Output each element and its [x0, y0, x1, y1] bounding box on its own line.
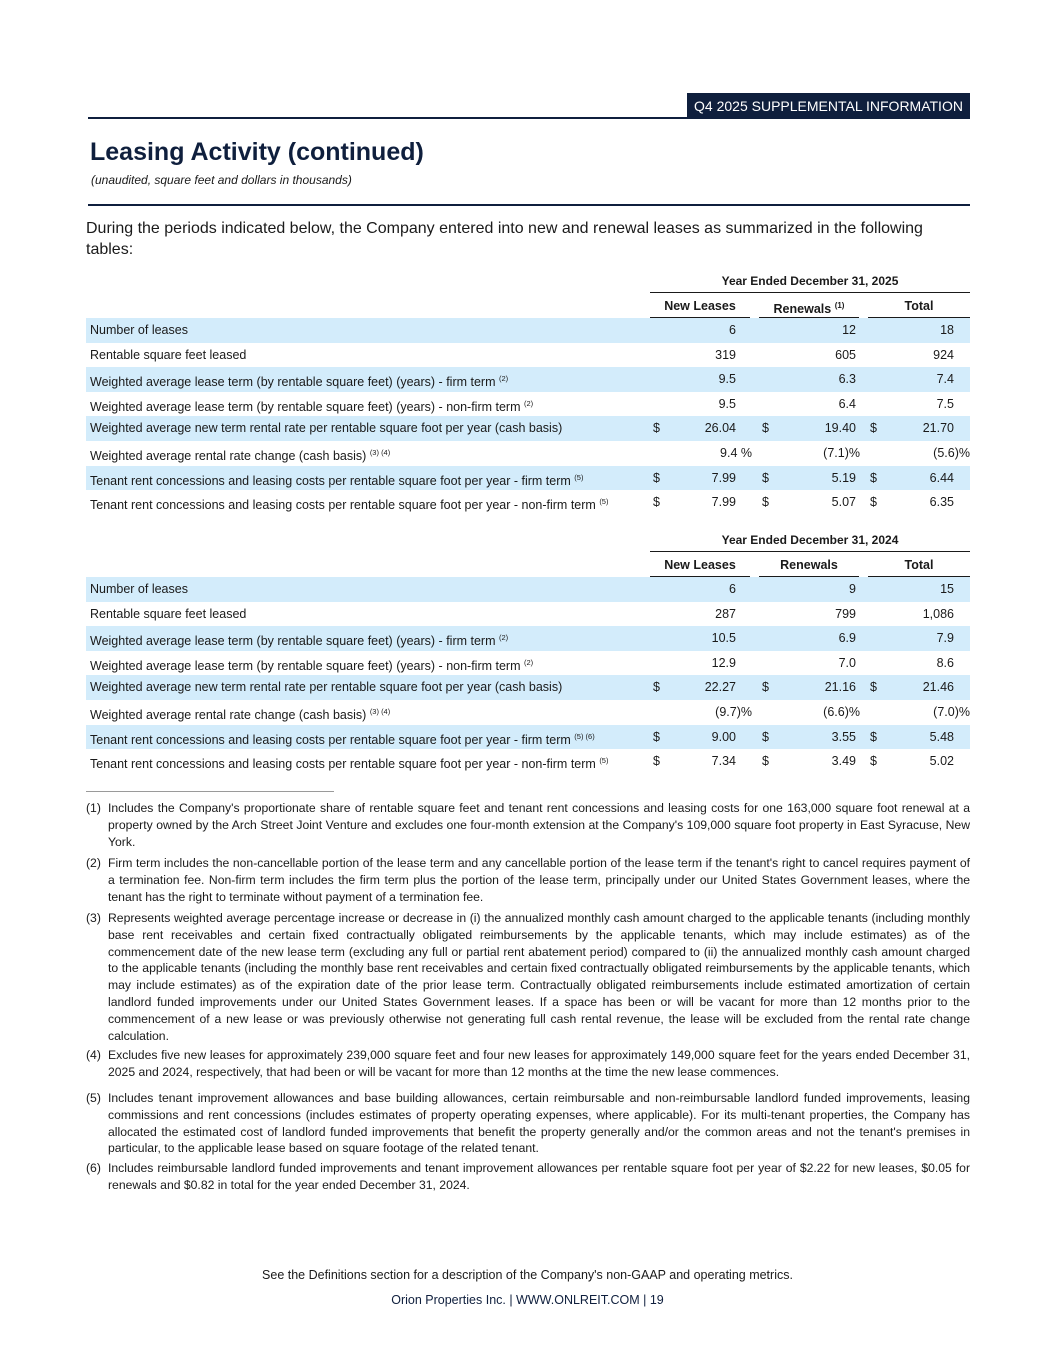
cell-value: 15	[940, 582, 954, 596]
currency-symbol: $	[762, 470, 769, 485]
row-label	[90, 749, 608, 777]
cell-value: 799	[835, 606, 856, 621]
leasing-table-2025	[86, 272, 970, 517]
footnote-number: (4)	[86, 1048, 101, 1062]
leasing-table-2024	[86, 531, 970, 776]
cell-value: 6.44	[929, 470, 954, 485]
cell-value: 287	[715, 606, 736, 621]
cell-value: 7.9	[936, 631, 954, 646]
row-label	[90, 367, 508, 395]
column-header	[650, 554, 750, 577]
header-band: Q4 2025 SUPPLEMENTAL INFORMATION	[687, 93, 970, 119]
cell-value: 9.5	[718, 396, 736, 411]
row-label	[90, 416, 562, 441]
column-header-label: Renewals	[780, 558, 838, 572]
cell-value: 5.07	[831, 495, 856, 510]
cell-value: 6.35	[929, 495, 954, 510]
table-row	[86, 490, 970, 515]
table-row	[86, 466, 970, 491]
definitions-note: See the Definitions section for a description of the Company's non-GAAP and operating metrics.	[262, 1268, 793, 1282]
table-row	[86, 392, 970, 417]
row-label	[90, 490, 608, 518]
title-rule	[88, 204, 970, 206]
year-heading: Year Ended December 31, 2024	[650, 533, 970, 552]
cell-value: 8.6	[936, 655, 954, 670]
currency-symbol: $	[653, 470, 660, 485]
row-label	[90, 466, 583, 494]
row-label-text: Weighted average new term rental rate per rentable square foot per year (cash basis)	[90, 680, 563, 695]
cell-value: 10.5	[711, 631, 736, 646]
row-label-text: Weighted average rental rate change (cash basis)	[90, 708, 367, 723]
table-row	[86, 602, 970, 627]
footnote-text: Includes the Company's proportionate share of rentable square feet and tenant rent concessions and leasing costs for one 163,000 square foot renewal at a property owned by the Arch Street Joint Venture and excludes one four-month extension at the Company's 109,000 square foot property in East Syracuse, New York.	[108, 801, 970, 849]
year-heading: Year Ended December 31, 2025	[650, 274, 970, 293]
currency-symbol: $	[870, 680, 877, 695]
cell-value: 26.04	[704, 421, 736, 436]
table-row	[86, 441, 970, 466]
currency-symbol: $	[762, 421, 769, 436]
cell-value: 9	[849, 582, 856, 596]
column-header-label: Total	[904, 558, 934, 572]
currency-symbol: $	[653, 680, 660, 695]
footnote	[86, 855, 970, 905]
footnote-text: Represents weighted average percentage increase or decrease in (i) the annualized monthly cash amount charged to the applicable tenants (including monthly base rent receivables and certain fixed contractually obligated reimbursements by the applicable tenants, which may include estimates) as of the commencement date of the new lease term (excluding any full or partial rent abatement period) compared to (ii) the annualized monthly cash amount charged to the applicable tenants (including the monthly base rent receivables and certain fixed contractually obligated reimbursements by the applicable tenants, which may include estimates) as of the expiration date of the prior lease term. Contractually obligated reimbursements include estimated amortization of certain landlord funded improvements under our United States Government leases. If a space has been or will be vacant for more than 12 months prior to the commencement of a new lease or was previously otherwise not generating full cash rental revenue, the lease will be excluded from the rental rate change calculation.	[108, 911, 970, 1043]
footnote-ref: (3) (4)	[369, 707, 391, 716]
cell-value: 3.55	[831, 729, 856, 744]
cell-value: 6.4	[838, 396, 856, 411]
cell-value: 924	[933, 347, 954, 362]
currency-symbol: $	[762, 495, 769, 510]
cell-value: (9.7)%	[715, 705, 752, 719]
row-label-text: Weighted average lease term (by rentable square feet) (years) - non-firm term	[90, 399, 521, 414]
footnote-ref: (5)	[599, 497, 609, 507]
cell-value: 319	[715, 347, 736, 362]
footnote-text: Includes tenant improvement allowances and base building allowances, certain reimbursable and non-reimbursable landlord funded improvements, leasing commissions and rent concessions (includes estimates of property operating expenses, where applicable). For its multi-tenant properties, the Company has allocated the estimated cost of landlord funded improvements that benefit the property generally and/or the common areas and not the tenant's premises in particular, to the applicable lease based on square footage of the related tenant.	[108, 1091, 970, 1156]
footnote-number: (2)	[86, 856, 101, 870]
currency-symbol: $	[653, 421, 660, 436]
footnote-ref: (2)	[498, 374, 509, 384]
footnote	[86, 1160, 970, 1194]
footnote-rule	[86, 791, 334, 792]
row-label	[90, 577, 188, 602]
footnote-ref: (2)	[524, 398, 534, 408]
column-header	[868, 295, 970, 318]
cell-value: 12.9	[711, 655, 736, 670]
currency-symbol: $	[653, 754, 660, 769]
cell-value: 18	[940, 323, 954, 337]
cell-value: 19.40	[824, 421, 856, 436]
cell-value: 9.4 %	[720, 446, 752, 460]
column-header	[868, 554, 970, 577]
footnote	[86, 910, 970, 1044]
row-label-text: Tenant rent concessions and leasing costs per rentable square foot per year - non-firm term	[90, 757, 596, 772]
footnote-ref: (3) (4)	[369, 448, 391, 457]
cell-value: 7.99	[711, 470, 736, 485]
cell-value: 22.27	[704, 680, 736, 695]
page-title: Leasing Activity (continued)	[90, 138, 424, 166]
column-header	[759, 554, 859, 577]
cell-value: 605	[835, 347, 856, 362]
row-label	[90, 700, 390, 728]
table-row	[86, 416, 970, 441]
table-row	[86, 700, 970, 725]
currency-symbol: $	[653, 495, 660, 510]
row-label	[90, 318, 188, 343]
currency-symbol: $	[870, 754, 877, 769]
cell-value: 7.0	[838, 655, 856, 670]
row-label	[90, 725, 595, 753]
footnote-number: (1)	[86, 801, 101, 815]
table-row	[86, 626, 970, 651]
currency-symbol: $	[870, 470, 877, 485]
currency-symbol: $	[762, 680, 769, 695]
row-label-text: Rentable square feet leased	[90, 606, 247, 621]
row-label-text: Weighted average new term rental rate per rentable square foot per year (cash basis)	[90, 421, 563, 436]
intro-paragraph: During the periods indicated below, the Company entered into new and renewal leases as summarized in the following tables:	[86, 220, 923, 258]
column-header	[759, 295, 859, 318]
cell-value: 1,086	[922, 606, 954, 621]
cell-value: 5.48	[929, 729, 954, 744]
table-row	[86, 675, 970, 700]
cell-value: 7.34	[711, 754, 736, 769]
column-header-label: New Leases	[664, 299, 736, 313]
cell-value: 21.70	[922, 421, 954, 436]
cell-value: 7.4	[936, 372, 954, 387]
footnote-number: (6)	[86, 1161, 101, 1175]
footnote-ref: (2)	[498, 633, 509, 643]
row-label-text: Number of leases	[90, 582, 188, 596]
column-header	[650, 295, 750, 318]
table-row	[86, 318, 970, 343]
cell-value: 7.5	[936, 396, 954, 411]
row-label-text: Tenant rent concessions and leasing costs per rentable square foot per year - non-firm term	[90, 498, 596, 513]
cell-value: (5.6)%	[933, 446, 970, 460]
footnote-text: Firm term includes the non-cancellable portion of the lease term and any cancellable portion of the lease term if the tenant's right to cancel requires payment of a termination fee. Non-firm term includes the firm term plus the portion of the lease term, principally under our United States Government leases, where the tenant has the right to terminate without payment of a termination fee.	[108, 856, 970, 904]
page-subtitle: (unaudited, square feet and dollars in thousands)	[91, 173, 352, 187]
row-label-text: Weighted average lease term (by rentable square feet) (years) - non-firm term	[90, 658, 521, 673]
row-label	[90, 392, 533, 420]
footnote-number: (3)	[86, 911, 101, 925]
row-label	[90, 441, 390, 469]
row-label	[90, 343, 246, 368]
row-label-text: Number of leases	[90, 323, 188, 337]
footnote-number: (5)	[86, 1091, 101, 1105]
currency-symbol: $	[870, 495, 877, 510]
table-row	[86, 725, 970, 750]
footnote-ref: (2)	[524, 657, 534, 667]
footnote-text: Includes reimbursable landlord funded improvements and tenant improvement allowances per rentable square foot per year of $2.22 for new leases, $0.05 for renewals and $0.82 in total for the year ended December 31, 2024.	[108, 1161, 970, 1192]
table-row	[86, 651, 970, 676]
header-rule	[88, 117, 687, 119]
row-label	[90, 626, 508, 654]
row-label-text: Tenant rent concessions and leasing costs per rentable square foot per year - firm term	[90, 732, 571, 747]
footer-company-line: Orion Properties Inc. | WWW.ONLREIT.COM | 19	[391, 1293, 664, 1307]
currency-symbol: $	[762, 754, 769, 769]
cell-value: 6.3	[838, 372, 856, 387]
cell-value: (6.6)%	[823, 705, 860, 719]
row-label-text: Weighted average rental rate change (cash basis)	[90, 449, 367, 464]
footnote-ref: (5)	[599, 756, 609, 766]
cell-value: 5.19	[831, 470, 856, 485]
cell-value: 21.46	[922, 680, 954, 695]
row-label-text: Tenant rent concessions and leasing costs per rentable square foot per year - firm term	[90, 473, 571, 488]
table-row	[86, 367, 970, 392]
table-row	[86, 577, 970, 602]
row-label-text: Weighted average lease term (by rentable square feet) (years) - firm term	[90, 375, 496, 390]
currency-symbol: $	[762, 729, 769, 744]
row-label	[90, 651, 533, 679]
table-row	[86, 343, 970, 368]
cell-value: 6	[729, 582, 736, 596]
currency-symbol: $	[870, 729, 877, 744]
column-header-label: Renewals	[773, 302, 832, 317]
currency-symbol: $	[870, 421, 877, 436]
cell-value: 6	[729, 323, 736, 337]
cell-value: 5.02	[929, 754, 954, 769]
footnote	[86, 800, 970, 850]
cell-value: 9.5	[718, 372, 736, 387]
cell-value: 21.16	[824, 680, 856, 695]
column-header-label: Total	[904, 299, 934, 313]
currency-symbol: $	[653, 729, 660, 744]
column-footnote-ref: (1)	[834, 301, 845, 310]
cell-value: 12	[842, 323, 856, 337]
footnote-text: Excludes five new leases for approximately 239,000 square feet and four new leases for approximately 149,000 square feet for the years ended December 31, 2025 and 2024, respectively, that had been or will be vacant for more than 12 months at the time the new lease commences.	[108, 1048, 970, 1079]
table-row	[86, 749, 970, 774]
row-label	[90, 602, 246, 627]
row-label-text: Weighted average lease term (by rentable square feet) (years) - firm term	[90, 634, 496, 649]
row-label	[90, 675, 562, 700]
cell-value: 9.00	[711, 729, 736, 744]
cell-value: (7.1)%	[823, 446, 860, 460]
footnote	[86, 1047, 970, 1081]
cell-value: (7.0)%	[933, 705, 970, 719]
cell-value: 7.99	[711, 495, 736, 510]
row-label-text: Rentable square feet leased	[90, 347, 247, 362]
column-header-label: New Leases	[664, 558, 736, 572]
cell-value: 6.9	[838, 631, 856, 646]
footnote-ref: (5)	[574, 472, 584, 482]
footnote-ref: (5) (6)	[574, 731, 595, 741]
footnote	[86, 1090, 970, 1157]
cell-value: 3.49	[831, 754, 856, 769]
